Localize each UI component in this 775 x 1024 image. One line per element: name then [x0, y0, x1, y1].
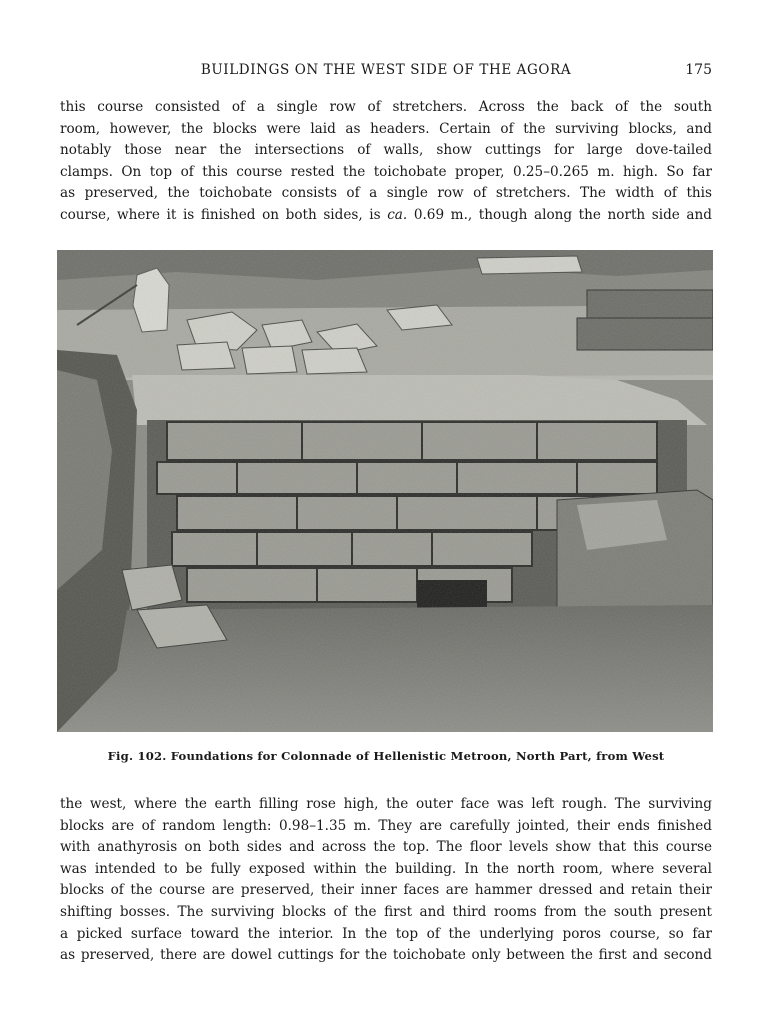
text-line: blocks of the course are preserved, their inner faces are hammer dressed and retain their [60, 882, 712, 899]
page-header [60, 62, 712, 82]
figure-photo [57, 250, 713, 732]
text-line: this course consisted of a single row of stretchers. Across the back of the south [60, 99, 712, 115]
page-number: 175 [685, 62, 712, 78]
excavation-photo [57, 250, 713, 732]
text-line: room, however, the blocks were laid as headers. Certain of the surviving blocks, and [60, 120, 712, 137]
text-fragment: 0.69 m., though along the north side and [407, 206, 712, 223]
italic-abbreviation: ca. [387, 206, 408, 223]
paragraph-bottom [60, 794, 712, 967]
text-line: was intended to be fully exposed within the building. In the north room, where several [60, 860, 712, 877]
text-line: a picked surface toward the interior. In the top of the underlying poros course, so far [60, 925, 712, 942]
text-line: with anathyrosis on both sides and across the top. The floor levels show that this course [60, 839, 712, 856]
text-line: shifting bosses. The surviving blocks of the first and third rooms from the south present [60, 903, 712, 920]
paragraph-top [60, 97, 712, 227]
text-line: the west, where the earth filling rose high, the outer face was left rough. The surviving [60, 796, 712, 812]
text-line: blocks are of random length: 0.98–1.35 m. They are carefully jointed, their ends finished [60, 817, 712, 834]
text-line: notably those near the intersections of walls, show cuttings for large dove-tailed [60, 142, 712, 159]
text-fragment: course, where it is finished on both sides, is [60, 206, 388, 223]
running-title: BUILDINGS ON THE WEST SIDE OF THE AGORA [200, 62, 572, 78]
text-line: as preserved, the toichobate consists of a single row of stretchers. The width of this [60, 185, 712, 202]
text-line [60, 205, 712, 227]
text-line: as preserved, there are dowel cuttings for the toichobate only between the first and second [60, 947, 712, 964]
figure-caption: Fig. 102. Foundations for Colonnade of Hellenistic Metroon, North Part, from West [107, 749, 665, 763]
text-line: clamps. On top of this course rested the toichobate proper, 0.25–0.265 m. high. So far [60, 163, 712, 180]
